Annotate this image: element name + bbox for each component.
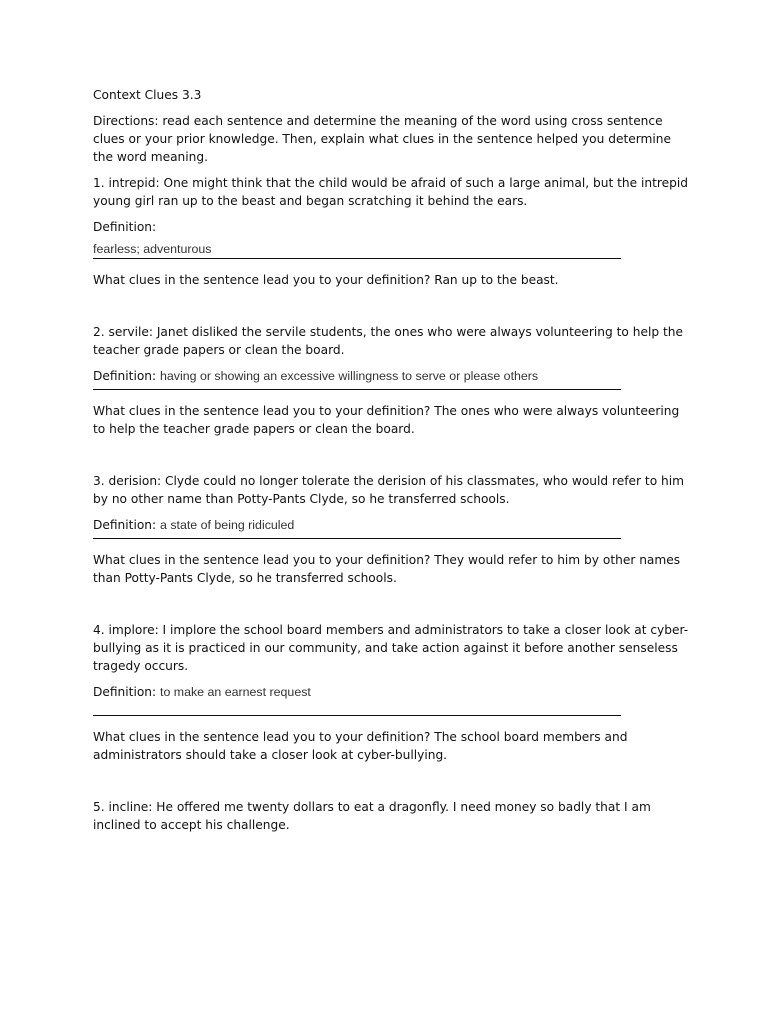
definition-line xyxy=(93,516,693,534)
question-item-4 xyxy=(93,621,693,764)
question-item-1 xyxy=(93,174,693,289)
question-sentence: 5. incline: He offered me twenty dollars to eat a dragonfly. I need money so badly that I am inclined to accept his challenge. xyxy=(93,800,651,832)
definition-answer-text: to make an earnest request xyxy=(160,685,311,699)
definition-answer-text: having or showing an excessive willingness to serve or please others xyxy=(160,369,539,383)
worksheet-title: Context Clues 3.3 xyxy=(93,88,202,102)
clue-answer: The school board members and administrators should take a closer look at cyber-bullying. xyxy=(93,730,628,762)
definition-label: Definition: xyxy=(93,369,157,383)
worksheet xyxy=(93,86,693,842)
clue-answer: They would refer to him by other names than Potty-Pants Clyde, so he transferred schools. xyxy=(93,553,681,585)
clue-line xyxy=(93,402,693,438)
definition-label: Definition: xyxy=(93,685,157,699)
answer-line xyxy=(93,389,621,390)
question-item-5 xyxy=(93,798,693,834)
clue-label: What clues in the sentence lead you to your definition? xyxy=(93,404,431,418)
definition-answer xyxy=(93,240,693,258)
question-sentence: 4. implore: I implore the school board members and administrators to take a closer look at cyber-bullying as it is practiced in our community, and take action against it before another senseless tragedy occurs. xyxy=(93,623,689,673)
question-sentence: 2. servile: Janet disliked the servile students, the ones who were always volunteering to help the teacher grade papers or clean the board. xyxy=(93,325,683,357)
answer-line xyxy=(93,538,621,539)
directions-text: Directions: read each sentence and determine the meaning of the word using cross sentence clues or your prior knowledge. Then, explain what clues in the sentence helped you determine the word meaning. xyxy=(93,114,672,164)
clue-answer: Ran up to the beast. xyxy=(434,273,559,287)
clue-label: What clues in the sentence lead you to your definition? xyxy=(93,553,431,567)
clue-line xyxy=(93,728,693,764)
question-item-2 xyxy=(93,323,693,438)
definition-answer-text: fearless; adventurous xyxy=(93,242,212,256)
definition-label: Definition: xyxy=(93,518,157,532)
clue-label: What clues in the sentence lead you to your definition? xyxy=(93,730,431,744)
question-item-3 xyxy=(93,472,693,587)
clue-line xyxy=(93,551,693,587)
clue-label: What clues in the sentence lead you to your definition? xyxy=(93,273,431,287)
definition-line xyxy=(93,683,693,701)
question-sentence: 3. derision: Clyde could no longer tolerate the derision of his classmates, who would refer to him by no other name than Potty-Pants Clyde, so he transferred schools. xyxy=(93,474,685,506)
answer-line xyxy=(93,715,621,716)
question-sentence: 1. intrepid: One might think that the child would be afraid of such a large animal, but the intrepid young girl ran up to the beast and began scratching it behind the ears. xyxy=(93,176,688,208)
answer-line xyxy=(93,258,621,259)
definition-label: Definition: xyxy=(93,220,157,234)
definition-answer-text: a state of being ridiculed xyxy=(160,518,295,532)
clue-line xyxy=(93,271,693,289)
definition-line xyxy=(93,367,693,385)
clue-answer: The ones who were always volunteering to help the teacher grade papers or clean the board. xyxy=(93,404,680,436)
